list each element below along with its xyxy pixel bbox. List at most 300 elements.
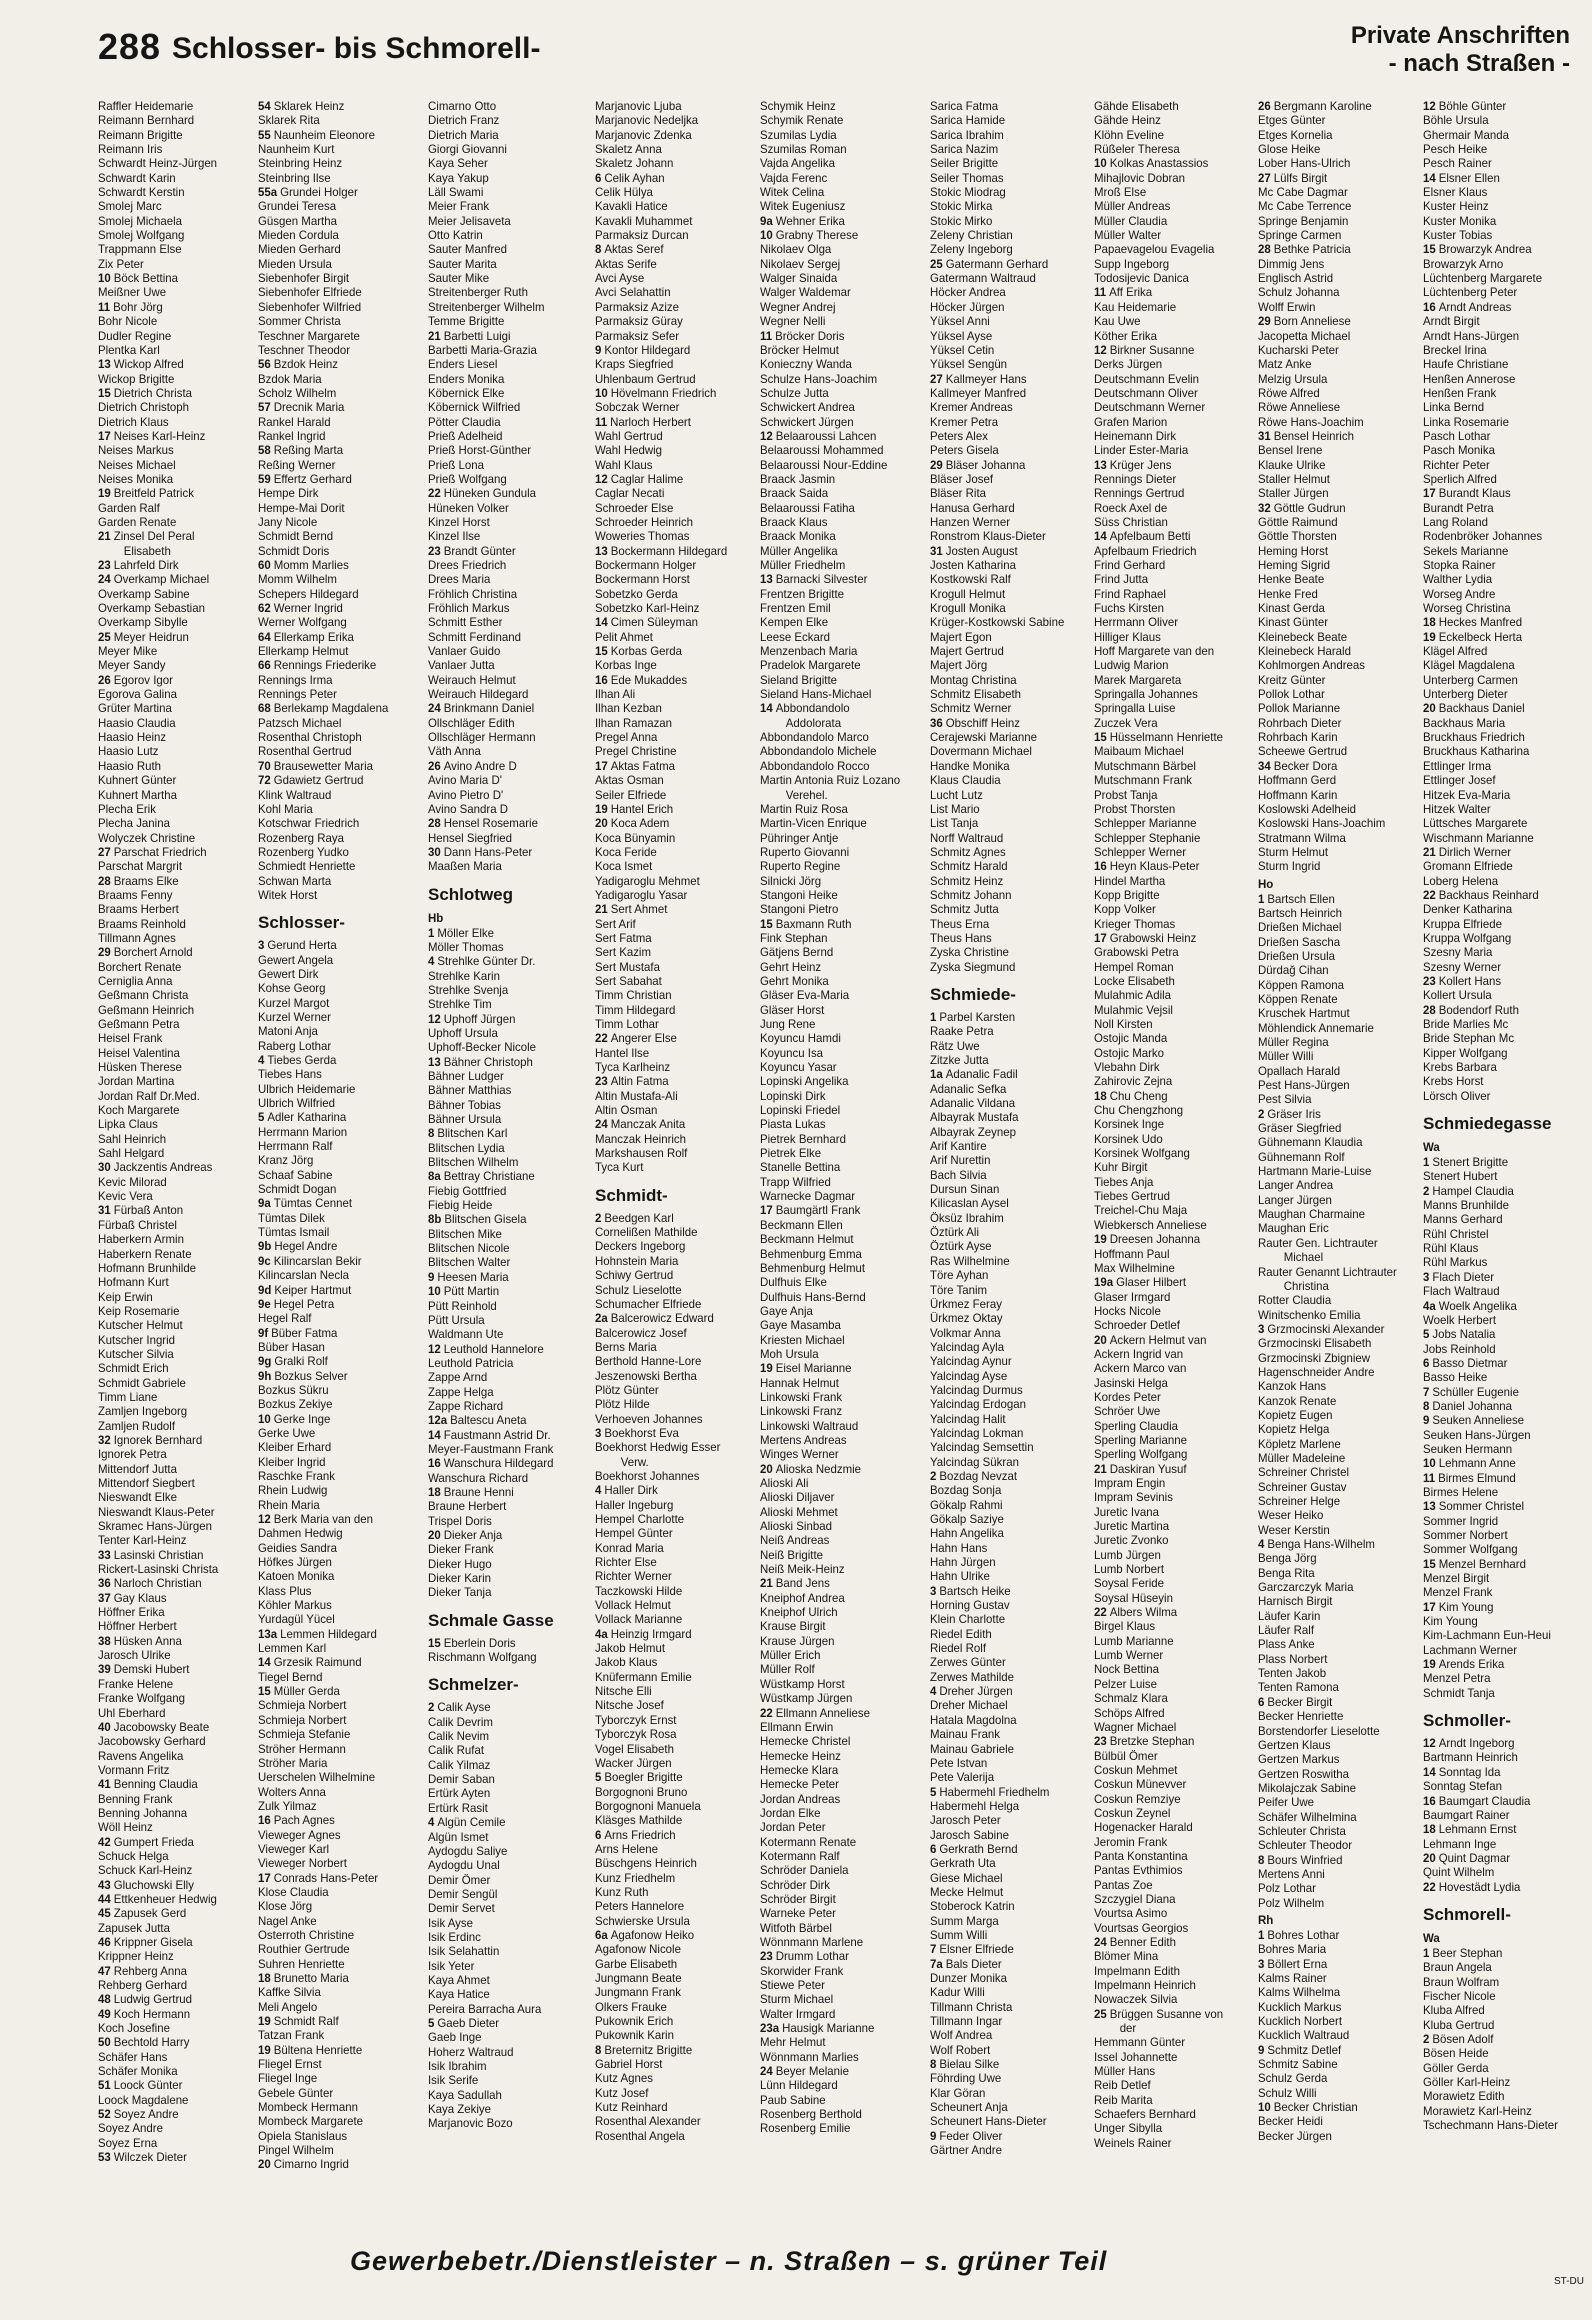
- directory-entry: [1423, 2119, 1578, 2133]
- directory-entry: [98, 1821, 256, 1835]
- directory-entry: [1258, 200, 1416, 214]
- resident-name: Ertürk Ayten: [428, 1787, 491, 1801]
- resident-name: Fiebig Heide: [428, 1199, 493, 1213]
- directory-entry: [98, 1649, 256, 1663]
- directory-entry: [1094, 129, 1252, 143]
- directory-entry: [930, 129, 1088, 143]
- resident-name: Kilincarslan Necla: [258, 1269, 350, 1283]
- resident-name: Sobetzko Gerda: [595, 587, 678, 601]
- directory-entry: [595, 961, 753, 975]
- resident-name: Boegler Brigitte: [604, 1771, 683, 1785]
- directory-entry: [760, 1233, 918, 1247]
- resident-name: Locke Elisabeth: [1094, 974, 1175, 988]
- resident-name: Summ Marga: [930, 1914, 999, 1928]
- directory-entry: [595, 401, 753, 415]
- directory-entry: [1258, 1022, 1416, 1036]
- directory-entry: [760, 129, 918, 143]
- resident-name: Grundei Holger: [280, 186, 358, 200]
- resident-name: Breternitz Brigitte: [604, 2043, 693, 2057]
- directory-entry: [258, 760, 416, 774]
- directory-entry: [428, 1185, 586, 1199]
- directory-entry: [1094, 1965, 1252, 1979]
- resident-name: Cerajewski Marianne: [930, 731, 1037, 745]
- resident-name: Hüneken Volker: [428, 501, 509, 515]
- directory-entry: [1258, 860, 1416, 874]
- resident-name: Manns Brunhilde: [1423, 1199, 1509, 1213]
- directory-entry: [258, 243, 416, 257]
- directory-entry: [1094, 444, 1252, 458]
- resident-name: Peters Hannelore: [595, 1900, 685, 1914]
- directory-entry: [1258, 315, 1416, 329]
- directory-entry: [98, 2065, 256, 2079]
- directory-entry: [1423, 1737, 1578, 1751]
- resident-name: Linkowski Frank: [760, 1390, 843, 1404]
- directory-entry: [258, 745, 416, 759]
- house-number: 23: [1423, 974, 1436, 988]
- directory-entry: [1094, 1678, 1252, 1692]
- resident-name: Steinbring Ilse: [258, 171, 331, 185]
- resident-name: Sahl Helgard: [98, 1147, 165, 1161]
- house-number: 41: [98, 1778, 111, 1792]
- resident-name: Belaaroussi Mohammed: [760, 444, 884, 458]
- resident-name: Baltescu Aneta: [450, 1414, 527, 1428]
- directory-entry: [1423, 903, 1578, 917]
- directory-entry: [258, 1040, 416, 1054]
- resident-name: Blitschen Karl: [437, 1127, 508, 1141]
- resident-name: Aktas Fatma: [610, 759, 676, 773]
- resident-name: Juretic Ivana: [1094, 1505, 1159, 1519]
- resident-name: Loock Günter: [113, 2079, 183, 2093]
- directory-entry: [760, 1491, 918, 1505]
- directory-entry: [98, 1620, 256, 1634]
- directory-entry: [428, 1744, 586, 1758]
- directory-entry: [1258, 243, 1416, 257]
- directory-entry: [930, 1872, 1088, 1886]
- directory-entry: [930, 1656, 1088, 1670]
- directory-entry: [1258, 2115, 1416, 2129]
- directory-entry: [760, 875, 918, 889]
- resident-name: Dulfhuis Hans-Bernd: [760, 1290, 866, 1304]
- directory-entry: [760, 186, 918, 200]
- resident-name: Derks Jürgen: [1094, 358, 1163, 372]
- resident-name: Pantas Zoe: [1094, 1878, 1153, 1892]
- resident-name: Walter Irmgard: [760, 2007, 836, 2021]
- resident-name: Timm Hildegard: [595, 1003, 676, 1017]
- directory-entry: [98, 1879, 256, 1893]
- resident-name: Garden Ralf: [98, 501, 160, 515]
- resident-name: Kopp Volker: [1094, 903, 1156, 917]
- directory-entry: [428, 616, 586, 630]
- house-number: 38: [98, 1634, 111, 1648]
- resident-name: Issel Johannette: [1094, 2050, 1178, 2064]
- resident-name: Ravens Angelika: [98, 1749, 184, 1763]
- directory-entry: [595, 1814, 753, 1828]
- resident-name: Schreiner Christel: [1258, 1466, 1350, 1480]
- directory-entry: [1094, 1018, 1252, 1032]
- directory-entry: [258, 1068, 416, 1082]
- resident-name: Föhrding Uwe: [930, 2072, 1002, 2086]
- resident-name: Kutscher Ingrid: [98, 1333, 176, 1347]
- directory-entry: [930, 330, 1088, 344]
- resident-name: Hemecke Peter: [760, 1778, 839, 1792]
- resident-name: Barbetti Maria-Grazia: [428, 343, 537, 357]
- directory-entry: [1258, 459, 1416, 473]
- house-number: 19: [1094, 1233, 1107, 1247]
- resident-name: List Tanja: [930, 817, 979, 831]
- resident-name: Pukownik Erich: [595, 2015, 674, 2029]
- house-number: 6: [1423, 1356, 1430, 1370]
- resident-name: Szesny Werner: [1423, 960, 1502, 974]
- directory-entry: [1094, 1663, 1252, 1677]
- house-number: 3: [1423, 1270, 1430, 1284]
- resident-name: Plecha Janina: [98, 817, 170, 831]
- directory-entry: [1258, 1294, 1416, 1308]
- directory-entry: [1094, 502, 1252, 516]
- directory-entry: [258, 602, 416, 616]
- directory-entry: [1258, 1739, 1416, 1753]
- resident-name: Richter Peter: [1423, 458, 1490, 472]
- house-number: 32: [98, 1433, 111, 1447]
- directory-entry: [595, 1786, 753, 1800]
- resident-name: Angerer Else: [610, 1032, 677, 1046]
- resident-name: Behmenburg Helmut: [760, 1261, 866, 1275]
- resident-name: Enders Monika: [428, 372, 505, 386]
- resident-name: Kau Heidemarie: [1094, 300, 1177, 314]
- directory-entry: [258, 631, 416, 645]
- resident-name: Dietrich Franz: [428, 114, 500, 128]
- directory-entry: [1423, 1472, 1578, 1486]
- resident-name: Linka Rosemarie: [1423, 415, 1509, 429]
- resident-name: Ellerkamp Helmut: [258, 645, 349, 659]
- resident-name: Gebele Günter: [258, 2086, 334, 2100]
- resident-name: Hövelmann Friedrich: [610, 386, 717, 400]
- resident-name: Klose Claudia: [258, 1885, 329, 1899]
- resident-name: Cimarno Otto: [428, 100, 497, 113]
- directory-entry: [258, 1499, 416, 1513]
- directory-entry: [428, 846, 586, 860]
- resident-name: Werner Wolfgang: [258, 616, 347, 630]
- directory-entry: [1094, 2022, 1252, 2036]
- directory-entry: [98, 989, 256, 1003]
- directory-entry: [760, 1993, 918, 2007]
- directory-entry: [760, 1348, 918, 1362]
- resident-name: Dieker Frank: [428, 1543, 494, 1557]
- directory-entry: [1258, 1681, 1416, 1695]
- directory-entry: [258, 2115, 416, 2129]
- directory-entry: [760, 860, 918, 874]
- house-number: 23: [1094, 1735, 1107, 1749]
- directory-entry: [98, 200, 256, 214]
- house-number: 48: [98, 1993, 111, 2007]
- directory-entry: [98, 803, 256, 817]
- resident-name: Gerkrath Uta: [930, 1857, 996, 1871]
- directory-entry: [98, 444, 256, 458]
- resident-name: Lülfs Birgit: [1273, 171, 1328, 185]
- directory-entry: [258, 616, 416, 630]
- directory-entry: [1258, 907, 1416, 921]
- directory-entry: [930, 1025, 1088, 1039]
- directory-entry: [760, 702, 918, 716]
- directory-entry: [595, 1484, 753, 1498]
- directory-entry: [930, 1327, 1088, 1341]
- directory-columns: [98, 100, 1578, 2240]
- resident-name: Sommer Ingrid: [1423, 1514, 1499, 1528]
- directory-entry: [595, 1355, 753, 1369]
- resident-name: Gatermann Waltraud: [930, 272, 1036, 286]
- directory-entry: [98, 1291, 256, 1305]
- directory-entry: [428, 172, 586, 186]
- directory-entry: [595, 1240, 753, 1254]
- resident-name: Frind Jutta: [1094, 573, 1149, 587]
- directory-entry: [760, 157, 918, 171]
- directory-entry: [595, 1958, 753, 1972]
- directory-entry: [1094, 1075, 1252, 1089]
- resident-name: Hempel Charlotte: [595, 1513, 685, 1526]
- directory-entry: [428, 1300, 586, 1314]
- resident-name: Wolf Robert: [930, 2043, 991, 2057]
- directory-entry: [98, 1004, 256, 1018]
- resident-name: Hausigk Marianne: [782, 2022, 875, 2036]
- directory-entry: [258, 645, 416, 659]
- house-number: 14: [1423, 171, 1436, 185]
- directory-entry: [930, 760, 1088, 774]
- resident-name: Sturm Helmut: [1258, 845, 1329, 859]
- house-number: 23: [98, 559, 111, 572]
- directory-entry: [930, 1886, 1088, 1900]
- resident-name: Jarosch Sabine: [930, 1828, 1009, 1842]
- resident-name: Winitschenko Emilia: [1258, 1308, 1361, 1322]
- house-number: 15: [595, 645, 608, 659]
- directory-entry: [595, 1312, 753, 1326]
- directory-entry: [1258, 1380, 1416, 1394]
- directory-entry: [595, 1161, 753, 1175]
- resident-name: Kraps Siegfried: [595, 358, 674, 372]
- resident-name: Frind Gerhard: [1094, 559, 1166, 572]
- directory-entry: [428, 1213, 586, 1227]
- resident-name: Sahl Heinrich: [98, 1132, 167, 1146]
- directory-entry: [1094, 674, 1252, 688]
- resident-name: Hanzen Werner: [930, 515, 1011, 529]
- resident-name: Benning Frank: [98, 1792, 173, 1806]
- house-number: 12: [1423, 100, 1436, 113]
- resident-name: Riedel Rolf: [930, 1642, 987, 1656]
- resident-name: Christina: [1283, 1279, 1329, 1293]
- directory-entry: [760, 1721, 918, 1735]
- directory-entry: [1094, 1850, 1252, 1864]
- house-number: 20: [258, 2158, 271, 2172]
- directory-entry: [930, 702, 1088, 716]
- directory-entry: [760, 946, 918, 960]
- house-number: 10: [1094, 157, 1107, 171]
- directory-entry: [1258, 1007, 1416, 1021]
- directory-entry: [258, 172, 416, 186]
- resident-name: Kinzel Horst: [428, 515, 490, 529]
- house-number: 9f: [258, 1326, 269, 1340]
- resident-name: Sobczak Werner: [595, 401, 680, 415]
- resident-name: Marjanovic Nedeljka: [595, 114, 699, 128]
- resident-name: Morawietz Edith: [1423, 2090, 1505, 2104]
- directory-entry: [760, 2051, 918, 2065]
- house-number: 19: [1423, 630, 1436, 644]
- house-number: 28: [1258, 243, 1271, 257]
- directory-entry: [760, 2008, 918, 2022]
- directory-entry: [930, 1986, 1088, 2000]
- directory-entry: [760, 1893, 918, 1907]
- resident-name: Markshausen Rolf: [595, 1147, 688, 1161]
- resident-name: Naunheim Eleonore: [273, 128, 375, 142]
- house-number: 26: [98, 673, 111, 687]
- directory-entry: [98, 129, 256, 143]
- resident-name: Koca Ismet: [595, 860, 653, 874]
- directory-entry: [1423, 1170, 1578, 1184]
- directory-entry: [760, 961, 918, 975]
- directory-entry: [1423, 1256, 1578, 1270]
- resident-name: Kaya Yakup: [428, 171, 489, 185]
- directory-entry: [930, 1427, 1088, 1441]
- directory-entry: [595, 1757, 753, 1771]
- directory-entry: [428, 1960, 586, 1974]
- resident-name: Herrmann Ralf: [258, 1140, 333, 1154]
- resident-name: Höcker Jürgen: [930, 300, 1005, 314]
- directory-entry: [1094, 860, 1252, 874]
- directory-entry: [428, 2074, 586, 2088]
- directory-entry: [258, 789, 416, 803]
- house-number: 9d: [258, 1283, 272, 1297]
- directory-entry: [1094, 1262, 1252, 1276]
- street-heading: Schmelzer-: [428, 1675, 519, 1695]
- directory-entry: [428, 1716, 586, 1730]
- resident-name: Bülbül Ömer: [1094, 1749, 1158, 1763]
- resident-name: Mehr Helmut: [760, 2036, 826, 2050]
- directory-entry: [930, 1054, 1088, 1068]
- directory-entry: [1423, 1976, 1578, 1990]
- house-number: 43: [98, 1878, 111, 1892]
- directory-entry: [98, 616, 256, 630]
- house-number: 36: [930, 716, 943, 730]
- resident-name: Arndt Birgit: [1423, 315, 1480, 329]
- directory-entry: [760, 1032, 918, 1046]
- resident-name: Kucklich Norbert: [1258, 2015, 1343, 2029]
- directory-entry: [930, 1829, 1088, 1843]
- directory-entry: [760, 387, 918, 401]
- directory-entry: [258, 1843, 416, 1857]
- resident-name: Deckers Ingeborg: [595, 1240, 686, 1254]
- resident-name: Kucklich Waltraud: [1258, 2029, 1350, 2043]
- resident-name: Rätz Uwe: [930, 1039, 980, 1053]
- resident-name: Albayrak Mustafa: [930, 1111, 1019, 1125]
- resident-name: Tyca Kurt: [595, 1161, 644, 1175]
- directory-entry: [1258, 2130, 1416, 2144]
- resident-name: Ruperto Giovanni: [760, 845, 850, 859]
- directory-entry: [98, 1104, 256, 1118]
- directory-entry: [98, 1477, 256, 1491]
- directory-entry: [595, 932, 753, 946]
- resident-name: Aff Erika: [1109, 286, 1153, 300]
- resident-name: Ludwig Gertrud: [113, 1993, 193, 2007]
- house-number: 7a: [930, 1957, 943, 1971]
- resident-name: Kremer Petra: [930, 415, 999, 429]
- directory-entry: [1094, 1190, 1252, 1204]
- resident-name: Lahrfeld Dirk: [113, 559, 179, 572]
- resident-name: Kluba Alfred: [1423, 2004, 1485, 2018]
- resident-name: Gewert Angela: [258, 953, 334, 967]
- resident-name: Basso Heike: [1423, 1371, 1488, 1385]
- resident-name: Rennings Peter: [258, 688, 337, 702]
- directory-entry: [428, 927, 586, 941]
- resident-name: Keip Erwin: [98, 1290, 153, 1304]
- directory-entry: [258, 215, 416, 229]
- directory-entry: [930, 1068, 1088, 1082]
- house-number: 31: [930, 544, 943, 558]
- directory-entry: [595, 530, 753, 544]
- directory-entry: [98, 2151, 256, 2165]
- resident-name: Yadigaroglu Mehmet: [595, 874, 700, 888]
- resident-name: Hensel Rosemarie: [443, 817, 538, 831]
- resident-name: Gertzen Markus: [1258, 1753, 1340, 1767]
- resident-name: Hoffmann Gerd: [1258, 774, 1337, 788]
- directory-entry: [1094, 1004, 1252, 1018]
- resident-name: Chu Chengzhong: [1094, 1104, 1184, 1118]
- house-number: 12: [258, 1513, 271, 1526]
- directory-entry: [428, 1314, 586, 1328]
- directory-entry: [760, 444, 918, 458]
- directory-entry: [428, 1637, 586, 1651]
- directory-entry: [428, 2089, 586, 2103]
- directory-entry: [98, 1219, 256, 1233]
- directory-entry: [595, 860, 753, 874]
- directory-entry: [930, 932, 1088, 946]
- house-number: 8: [1258, 1853, 1265, 1867]
- resident-name: Berlekamp Magdalena: [273, 702, 389, 716]
- directory-entry: [1094, 143, 1252, 157]
- resident-name: Rühl Christel: [1423, 1227, 1489, 1241]
- resident-name: Wegner Andrej: [760, 300, 836, 314]
- directory-entry: [98, 2122, 256, 2136]
- directory-entry: [1423, 1400, 1578, 1414]
- resident-name: Kempen Elke: [760, 616, 829, 630]
- house-number: 51: [98, 2079, 111, 2093]
- resident-name: Hempel Günter: [595, 1527, 673, 1541]
- house-number: 22: [1094, 1606, 1107, 1620]
- directory-entry: [595, 731, 753, 745]
- directory-entry: [258, 1800, 416, 1814]
- house-number: 9: [1258, 2043, 1265, 2057]
- resident-name: Strehlke Günter Dr.: [437, 955, 536, 969]
- directory-entry: [98, 516, 256, 530]
- directory-entry: [258, 1470, 416, 1484]
- directory-entry: [930, 1183, 1088, 1197]
- resident-name: Kostkowski Ralf: [930, 573, 1011, 587]
- directory-entry: [98, 1635, 256, 1649]
- directory-entry: [428, 344, 586, 358]
- directory-entry: [930, 1470, 1088, 1484]
- directory-entry: [98, 1204, 256, 1218]
- directory-entry: [258, 2001, 416, 2015]
- directory-entry: [428, 970, 586, 984]
- resident-name: Bozdag Sonja: [930, 1484, 1002, 1498]
- resident-name: Schulz Johanna: [1258, 286, 1340, 300]
- directory-entry: [258, 1212, 416, 1226]
- resident-name: Isik Ibrahim: [428, 2060, 487, 2073]
- resident-name: Schiwy Gertrud: [595, 1269, 674, 1283]
- directory-entry: [1423, 975, 1578, 989]
- resident-name: Eckelbeck Herta: [1438, 630, 1523, 644]
- resident-name: Neises Markus: [98, 444, 174, 458]
- directory-entry: [98, 358, 256, 372]
- directory-entry: [258, 1786, 416, 1800]
- directory-entry: [930, 688, 1088, 702]
- directory-entry: [1094, 1061, 1252, 1075]
